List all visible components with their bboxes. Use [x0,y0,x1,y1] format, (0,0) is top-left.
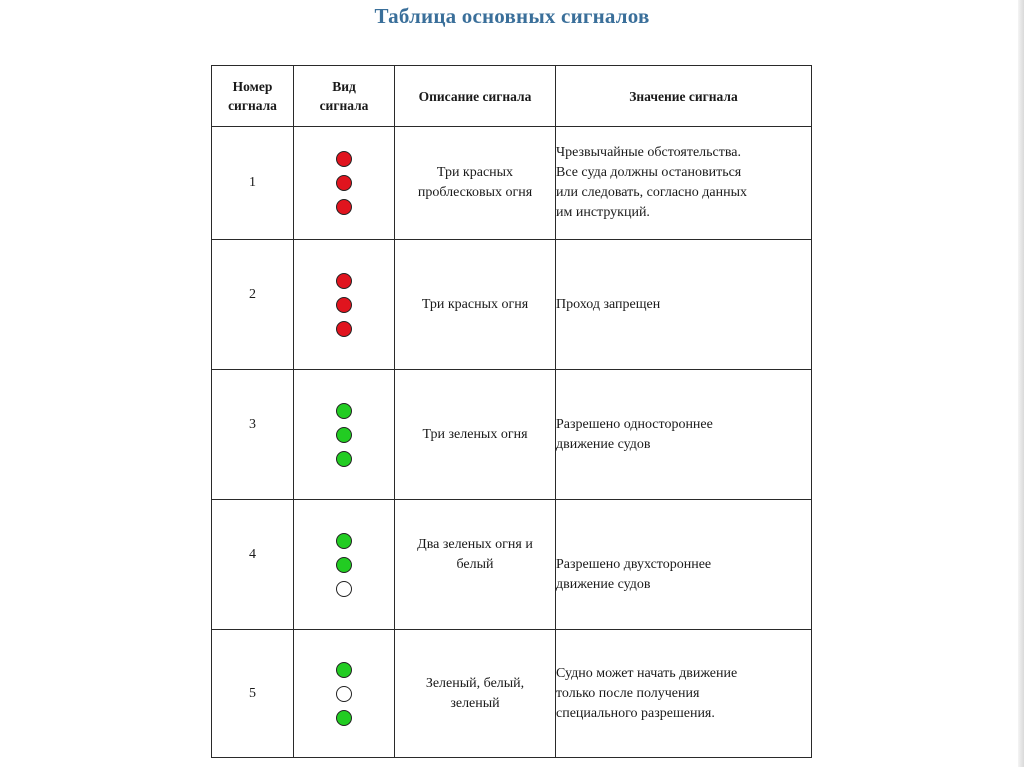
page-title: Таблица основных сигналов [374,4,650,28]
signals-table [211,65,812,758]
signal-lights [294,500,395,630]
signal-light-green-icon [336,427,352,443]
signal-lights [294,370,395,500]
signal-light-red-icon [336,297,352,313]
signal-light-white-icon [336,581,352,597]
signal-meaning: Чрезвычайные обстоятельства. Все суда должны остановиться или следовать, согласно данных им инструкций. [556,127,812,240]
table-row [212,500,812,630]
table-row [212,630,812,758]
header-number: Номер сигнала [212,66,294,127]
signal-number: 4 [212,500,294,630]
signal-light-green-icon [336,451,352,467]
signal-light-red-icon [336,321,352,337]
signal-lights [294,630,395,758]
signal-light-red-icon [336,199,352,215]
header-description: Описание сигнала [395,66,556,127]
signal-description: Два зеленых огня и белый [395,500,556,630]
signal-description: Зеленый, белый, зеленый [395,630,556,758]
signal-lights [294,240,395,370]
signal-light-green-icon [336,403,352,419]
signal-description: Три зеленых огня [395,370,556,500]
signal-number: 5 [212,630,294,758]
signal-description: Три красных проблесковых огня [395,127,556,240]
signal-light-green-icon [336,710,352,726]
table-header-row [212,66,812,127]
signal-number: 3 [212,370,294,500]
signal-meaning: Судно может начать движение только после получения специального разрешения. [556,630,812,758]
signal-light-red-icon [336,273,352,289]
signal-light-white-icon [336,686,352,702]
signal-number: 1 [212,127,294,240]
signal-lights [294,127,395,240]
slide-frame-edge [1018,0,1024,767]
table-row [212,127,812,240]
signal-light-green-icon [336,662,352,678]
table-row [212,240,812,370]
header-meaning: Значение сигнала [556,66,812,127]
signal-meaning: Проход запрещен [556,240,812,370]
table-row [212,370,812,500]
header-view: Вид сигнала [294,66,395,127]
signal-light-red-icon [336,151,352,167]
signal-light-green-icon [336,533,352,549]
signal-meaning: Разрешено одностороннее движение судов [556,370,812,500]
signal-light-green-icon [336,557,352,573]
signal-number: 2 [212,240,294,370]
signal-meaning: Разрешено двухстороннее движение судов [556,500,812,630]
signal-description: Три красных огня [395,240,556,370]
signal-light-red-icon [336,175,352,191]
